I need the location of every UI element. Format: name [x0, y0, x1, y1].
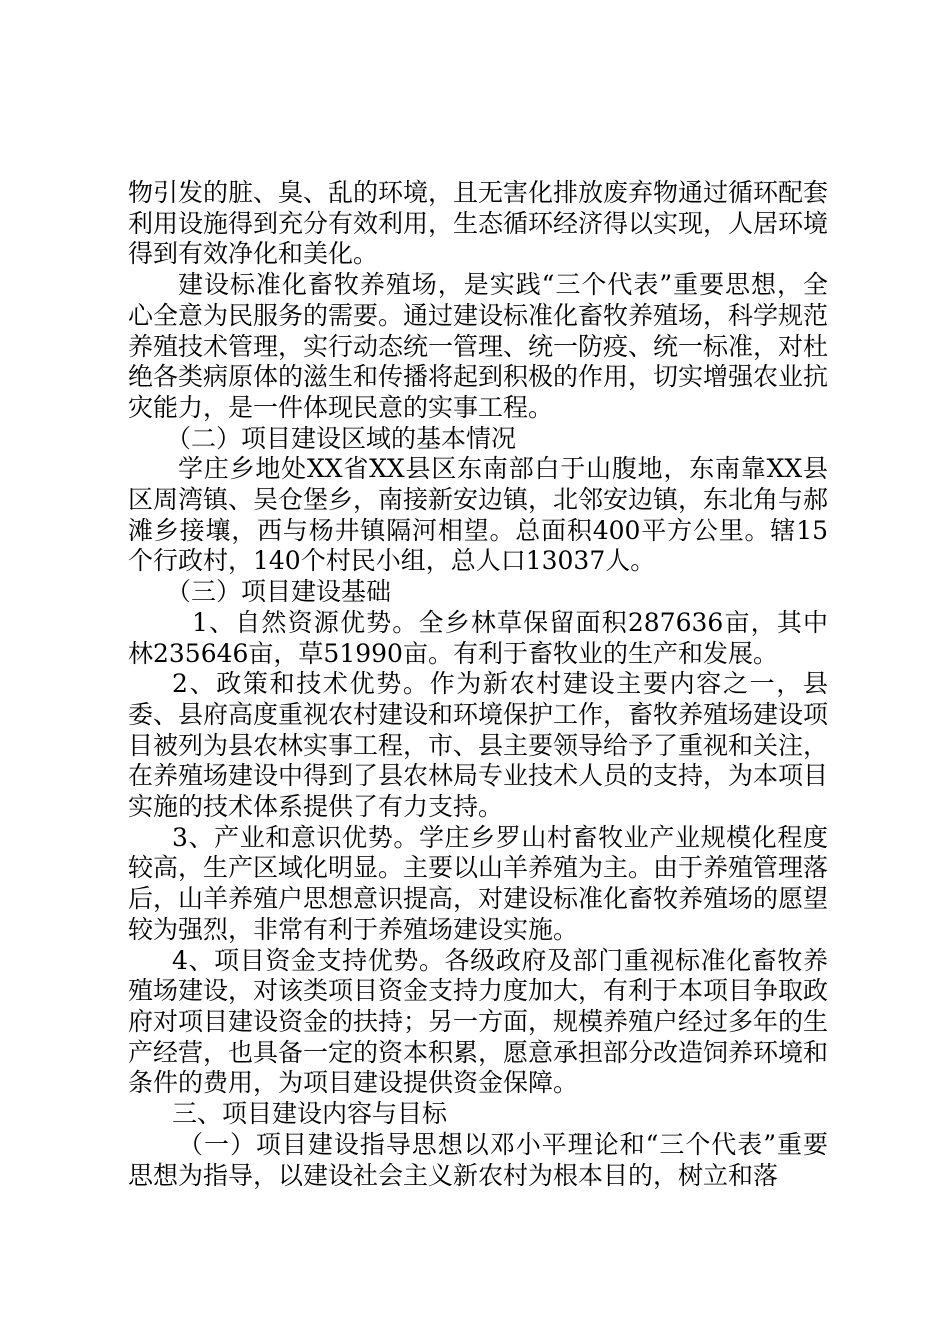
heading-project-foundation: （三）项目建设基础 [166, 577, 392, 607]
paragraph-guiding-ideology: （一）项目建设指导思想以邓小平理论和“三个代表”重要思想为指导，以建设社会主义新农村为根本目的，树立和落 [128, 1129, 828, 1190]
document-body [128, 178, 828, 1191]
paragraph-environment: 物引发的脏、臭、乱的环境，且无害化排放废弃物通过循环配套利用设施得到充分有效利用，生态循环经济得以实现，人居环境得到有效净化和美化。 [128, 178, 829, 269]
heading-content-goals: 三、项目建设内容与目标 [172, 1099, 448, 1129]
paragraph-standardization: 建设标准化畜牧养殖场，是实践“三个代表”重要思想，全心全意为民服务的需要。通过建设标准化畜牧养殖场，科学规范养殖技术管理，实行动态统一管理、统一防疫、统一标准，对杜绝各类病原体的滋生和传播将起到积极的作用，切实增强农业抗灾能力，是一件体现民意的实事工程。 [128, 270, 829, 422]
paragraph-funding-support: 4、项目资金支持优势。各级政府及部门重视标准化畜牧养殖场建设，对该类项目资金支持力度加大，有利于本项目争取政府对项目建设资金的扶持；另一方面，规模养殖户经过多年的生产经营，也具备一定的资本积累，愿意承担部分改造饲养环境和条件的费用，为项目建设提供资金保障。 [128, 945, 829, 1098]
heading-area-situation: （二）项目建设区域的基本情况 [166, 423, 517, 453]
paragraph-natural-resources: 1、自然资源优势。全乡林草保留面积287636亩，其中林235646亩，草51990亩。有利于畜牧业的生产和发展。 [128, 607, 828, 668]
paragraph-policy-technology: 2、政策和技术优势。作为新农村建设主要内容之一，县委、县府高度重视农村建设和环境保护工作，畜牧养殖场建设项目被列为县农林实事工程，市、县主要领导给予了重视和关注，在养殖场建设中得到了县农林局专业技术人员的支持，为本项目实施的技术体系提供了有力支持。 [128, 669, 829, 822]
paragraph-industry-awareness: 3、产业和意识优势。学庄乡罗山村畜牧业产业规模化程度较高，生产区域化明显。主要以山羊养殖为主。由于养殖管理落后，山羊养殖户思想意识提高，对建设标准化畜牧养殖场的愿望较为强烈，非常有利于养殖场建设实施。 [128, 822, 829, 944]
paragraph-area-description: 学庄乡地处XX省XX县区东南部白于山腹地，东南靠XX县区周湾镇、吴仓堡乡，南接新安边镇，北邻安边镇，东北角与郝滩乡接壤，西与杨井镇隔河相望。总面积400平方公里。辖15个行政村，140个村民小组，总人口13037人。 [128, 454, 829, 576]
